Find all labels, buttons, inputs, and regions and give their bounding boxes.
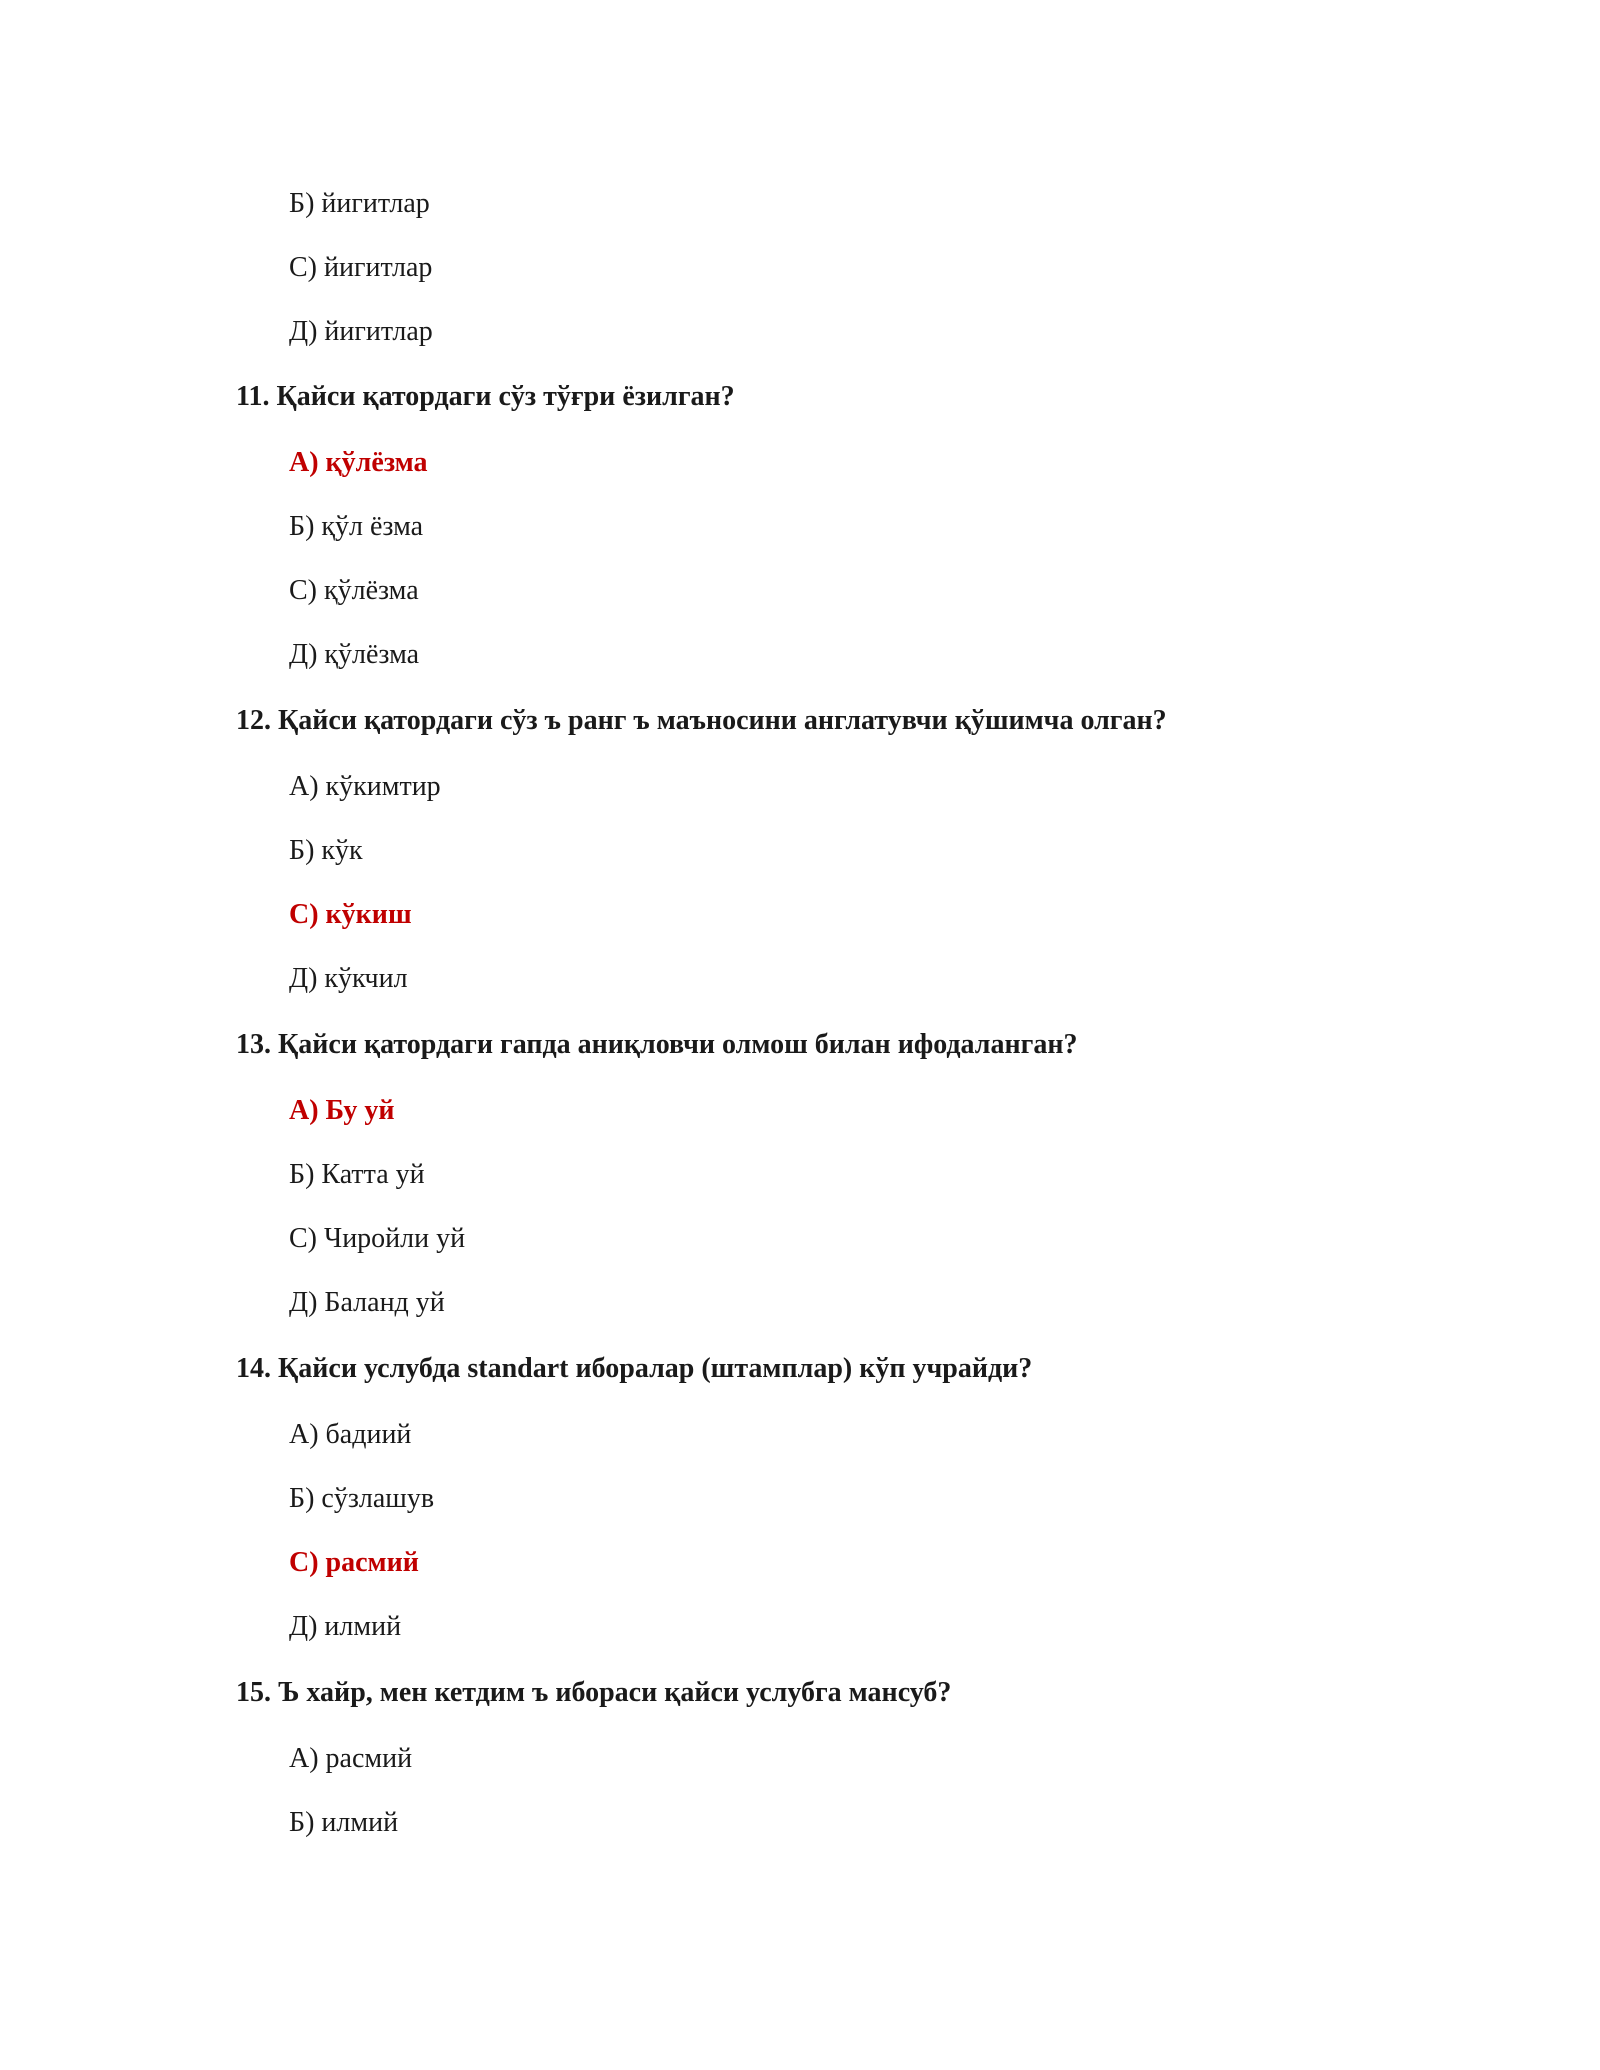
answer-option: Б) кўк: [289, 835, 363, 866]
correct-answer-option: А) қўлёзма: [289, 447, 428, 478]
answer-option: Д) йигитлар: [289, 316, 433, 347]
answer-option: С) қўлёзма: [289, 575, 419, 606]
correct-answer-option: С) кўкиш: [289, 899, 412, 930]
question-13: 13. Қайси қатордаги гапда аниқловчи олмош билан ифодаланган?: [236, 1029, 1078, 1060]
correct-answer-option: С) расмий: [289, 1547, 419, 1578]
answer-option: Д) илмий: [289, 1611, 402, 1642]
answer-option: Б) илмий: [289, 1807, 399, 1838]
answer-option: Б) қўл ёзма: [289, 511, 424, 542]
correct-answer-option: А) Бу уй: [289, 1095, 395, 1126]
answer-option: Б) Катта уй: [289, 1159, 425, 1190]
answer-option: А) расмий: [289, 1743, 413, 1774]
answer-option: Б) сўзлашув: [289, 1483, 435, 1514]
answer-option: С) Чиройли уй: [289, 1223, 466, 1254]
answer-option: Д) кўкчил: [289, 963, 408, 994]
question-11: 11. Қайси қатордаги сўз тўғри ёзилган?: [236, 381, 735, 412]
answer-option: Д) Баланд уй: [289, 1287, 445, 1318]
question-14: 14. Қайси услубда standart иборалар (штамплар) кўп учрайди?: [236, 1353, 1033, 1384]
answer-option: Д) қўлёзма: [289, 639, 420, 670]
answer-option: Б) йигитлар: [289, 188, 430, 219]
answer-option: А) кўкимтир: [289, 771, 441, 802]
question-12: 12. Қайси қатордаги сўз ъ ранг ъ маъносини англатувчи қўшимча олган?: [236, 705, 1167, 736]
question-15: 15. Ъ хайр, мен кетдим ъ ибораси қайси услубга мансуб?: [236, 1677, 952, 1708]
answer-option: А) бадиий: [289, 1419, 412, 1450]
answer-option: С) йигитлар: [289, 252, 433, 283]
